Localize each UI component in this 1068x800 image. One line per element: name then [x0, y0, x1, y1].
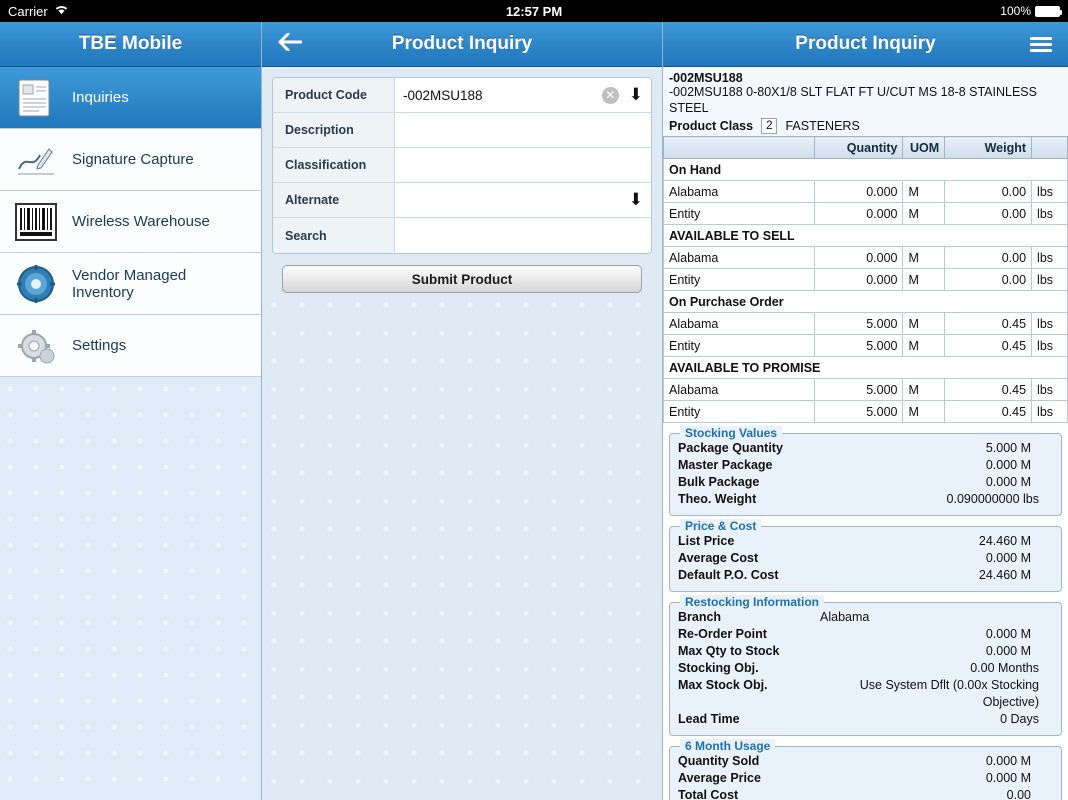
section-title: On Purchase Order [664, 291, 1068, 313]
product-code-input[interactable]: -002MSU188 [403, 87, 483, 103]
field-classification[interactable] [273, 148, 651, 183]
row-value: 0.000 M [985, 644, 1031, 659]
row-weight: 0.00 [945, 203, 1032, 225]
row-value: 0.000 M [985, 458, 1031, 473]
table-row [664, 203, 1068, 225]
field-label: Classification [273, 148, 395, 182]
row-branch: Entity [664, 203, 815, 225]
dropdown-arrow-icon[interactable]: ⬇ [628, 190, 643, 209]
section-row [664, 291, 1068, 313]
row-key: Average Cost [678, 551, 759, 566]
product-class-label: Product Class [669, 119, 754, 134]
row-uom: M [903, 247, 945, 269]
row-value: 0.000 M [985, 627, 1031, 642]
group-row [678, 491, 1053, 508]
battery-percent: 100% [1000, 4, 1031, 18]
row-key: Theo. Weight [678, 492, 757, 507]
row-branch: Alabama [664, 313, 815, 335]
row-weight-unit: lbs [1032, 379, 1068, 401]
group-row [678, 770, 1053, 787]
group-row [678, 474, 1053, 491]
group-row [678, 677, 1053, 711]
row-value: 0.090000000 lbs [946, 492, 1039, 507]
sidebar-item-label: Inquiries [72, 89, 129, 106]
field-description[interactable] [273, 113, 651, 148]
group-title: Stocking Values [680, 426, 782, 440]
group-row [678, 440, 1053, 457]
row-weight: 0.45 [945, 401, 1032, 423]
product-form [262, 67, 662, 293]
form-navbar [262, 22, 662, 67]
sidebar-item-vendor-managed-inventory[interactable] [0, 253, 261, 315]
row-qty: 0.000 [814, 203, 903, 225]
row-uom: M [903, 313, 945, 335]
field-label: Product Code [273, 78, 395, 112]
group-row [678, 787, 1053, 800]
row-weight: 0.45 [945, 379, 1032, 401]
col-branch [664, 137, 815, 159]
group-row [678, 457, 1053, 474]
row-uom: M [903, 203, 945, 225]
row-weight-unit: lbs [1032, 401, 1068, 423]
field-value-wrap[interactable] [395, 148, 651, 182]
form-background [262, 293, 662, 800]
signature-pen-icon [14, 138, 58, 182]
carrier-label: Carrier [8, 3, 48, 19]
status-time: 12:57 PM [505, 3, 563, 19]
field-value-wrap[interactable] [395, 218, 651, 253]
main-columns [0, 22, 1068, 800]
row-uom: M [903, 181, 945, 203]
sidebar-item-signature-capture[interactable] [0, 129, 261, 191]
sidebar-item-label: Vendor Managed Inventory [72, 266, 187, 301]
group-title: Price & Cost [680, 519, 761, 533]
product-class-name: FASTENERS [785, 119, 860, 134]
table-row [664, 401, 1068, 423]
row-key: Lead Time [678, 712, 740, 727]
status-right [1000, 4, 1060, 18]
field-label: Description [273, 113, 395, 147]
product-description: -002MSU188 0-80X1/8 SLT FLAT FT U/CUT MS 18-8 STAINLESS STEEL [669, 85, 1037, 115]
inventory-table [663, 136, 1068, 423]
row-weight: 0.45 [945, 313, 1032, 335]
row-value: 24.460 M [978, 534, 1031, 549]
field-label: Search [273, 218, 395, 253]
row-value: 24.460 M [978, 568, 1031, 583]
row-key: Default P.O. Cost [678, 568, 779, 583]
clear-icon[interactable]: ✕ [602, 87, 619, 104]
section-title: AVAILABLE TO PROMISE [664, 357, 1068, 379]
app-title: TBE Mobile [78, 33, 183, 54]
battery-icon [1035, 6, 1060, 17]
row-value: Alabama [820, 610, 870, 625]
group-row [678, 753, 1053, 770]
row-qty: 0.000 [814, 269, 903, 291]
col-uom: UOM [903, 137, 945, 159]
row-uom: M [903, 379, 945, 401]
row-weight-unit: lbs [1032, 247, 1068, 269]
detail-title: Product Inquiry [795, 33, 936, 54]
sidebar-item-label: Signature Capture [72, 151, 194, 168]
section-row [664, 357, 1068, 379]
sidebar-item-label: Wireless Warehouse [72, 213, 210, 230]
row-key: Quantity Sold [678, 754, 760, 769]
row-branch: Entity [664, 401, 815, 423]
group-row [678, 711, 1053, 728]
col-quantity: Quantity [814, 137, 903, 159]
group-row [678, 533, 1053, 550]
table-row [664, 247, 1068, 269]
back-arrow-icon[interactable] [278, 32, 302, 56]
table-row [664, 379, 1068, 401]
product-code-label: -002MSU188 [669, 71, 743, 85]
table-row [664, 335, 1068, 357]
section-title: On Hand [664, 159, 1068, 181]
field-value-wrap[interactable] [395, 78, 651, 112]
sidebar-list [0, 67, 261, 800]
row-key: Max Stock Obj. [678, 678, 768, 693]
field-value-wrap[interactable] [395, 183, 651, 217]
row-weight-unit: lbs [1032, 269, 1068, 291]
detail-panel [663, 22, 1068, 800]
submit-product-button[interactable]: Submit Product [282, 265, 642, 293]
group-price-and-cost [669, 519, 1062, 592]
row-weight-unit: lbs [1032, 335, 1068, 357]
col-weight-unit [1032, 137, 1068, 159]
sidebar-navbar [0, 22, 261, 67]
gear-icon [14, 324, 58, 368]
row-value: 0.000 M [985, 754, 1031, 769]
row-qty: 5.000 [814, 313, 903, 335]
group-6-month-usage [669, 739, 1062, 800]
dropdown-arrow-icon[interactable]: ⬇ [628, 85, 643, 104]
section-row [664, 159, 1068, 181]
barcode-icon [14, 200, 58, 244]
group-row [678, 567, 1053, 584]
group-row [678, 609, 1053, 626]
sidebar-item-wireless-warehouse[interactable] [0, 191, 261, 253]
row-branch: Alabama [664, 247, 815, 269]
row-uom: M [903, 401, 945, 423]
row-qty: 5.000 [814, 379, 903, 401]
row-qty: 5.000 [814, 335, 903, 357]
col-weight: Weight [945, 137, 1032, 159]
row-weight-unit: lbs [1032, 313, 1068, 335]
row-branch: Alabama [664, 379, 815, 401]
row-weight: 0.00 [945, 181, 1032, 203]
row-value: 0.000 M [985, 551, 1031, 566]
table-row [664, 313, 1068, 335]
row-value: 0.00 Months [970, 661, 1039, 676]
sidebar-item-label: Settings [72, 337, 127, 354]
row-value: 0.000 M [985, 771, 1031, 786]
row-value: 0.000 M [985, 475, 1031, 490]
section-row [664, 225, 1068, 247]
gear-circle-icon [14, 262, 58, 306]
table-row [664, 181, 1068, 203]
status-bar [0, 0, 1068, 22]
row-qty: 0.000 [814, 181, 903, 203]
wifi-icon [54, 4, 69, 18]
sidebar-item-settings[interactable] [0, 315, 261, 377]
field-product-code[interactable] [273, 78, 651, 113]
row-value: 5.000 M [985, 441, 1031, 456]
row-weight: 0.45 [945, 335, 1032, 357]
row-key: Re-Order Point [678, 627, 767, 642]
document-icon [14, 76, 58, 120]
hamburger-menu-icon[interactable] [1030, 37, 1052, 52]
row-value: Use System Dflt (0.00x Stocking Objective) [859, 678, 1039, 710]
row-key: Master Package [678, 458, 773, 473]
row-qty: 0.000 [814, 247, 903, 269]
product-class-row [669, 118, 1062, 134]
detail-navbar [663, 22, 1068, 67]
row-branch: Entity [664, 269, 815, 291]
row-branch: Alabama [664, 181, 815, 203]
product-header [663, 67, 1068, 136]
form-title: Product Inquiry [391, 33, 533, 54]
sidebar-panel [0, 22, 262, 800]
row-key: Package Quantity [678, 441, 783, 456]
row-key: List Price [678, 534, 735, 549]
group-title: Restocking Information [680, 595, 824, 609]
group-row [678, 660, 1053, 677]
row-value: 0 Days [1000, 712, 1039, 727]
row-uom: M [903, 335, 945, 357]
row-key: Average Price [678, 771, 761, 786]
row-weight: 0.00 [945, 269, 1032, 291]
status-left [8, 4, 69, 19]
table-row [664, 269, 1068, 291]
row-value: 0.00 [1006, 788, 1031, 800]
group-restocking-information [669, 595, 1062, 736]
product-class-code: 2 [761, 118, 777, 134]
section-title: AVAILABLE TO SELL [664, 225, 1068, 247]
field-label: Alternate [273, 183, 395, 217]
row-branch: Entity [664, 335, 815, 357]
row-key: Stocking Obj. [678, 661, 759, 676]
field-alternate[interactable] [273, 183, 651, 218]
row-uom: M [903, 269, 945, 291]
field-value-wrap[interactable] [395, 113, 651, 147]
row-key: Max Qty to Stock [678, 644, 780, 659]
row-key: Total Cost [678, 788, 739, 800]
form-panel [262, 22, 663, 800]
detail-scroll[interactable] [663, 67, 1068, 800]
sidebar-item-inquiries[interactable] [0, 67, 261, 129]
row-weight-unit: lbs [1032, 203, 1068, 225]
table-header-row [664, 137, 1068, 159]
group-stocking-values [669, 426, 1062, 516]
group-title: 6 Month Usage [680, 739, 775, 753]
group-row [678, 626, 1053, 643]
row-key: Branch [678, 610, 722, 625]
group-row [678, 550, 1053, 567]
form-table [272, 77, 652, 254]
row-key: Bulk Package [678, 475, 760, 490]
field-search[interactable] [273, 218, 651, 253]
row-weight-unit: lbs [1032, 181, 1068, 203]
group-row [678, 643, 1053, 660]
row-qty: 5.000 [814, 401, 903, 423]
row-weight: 0.00 [945, 247, 1032, 269]
